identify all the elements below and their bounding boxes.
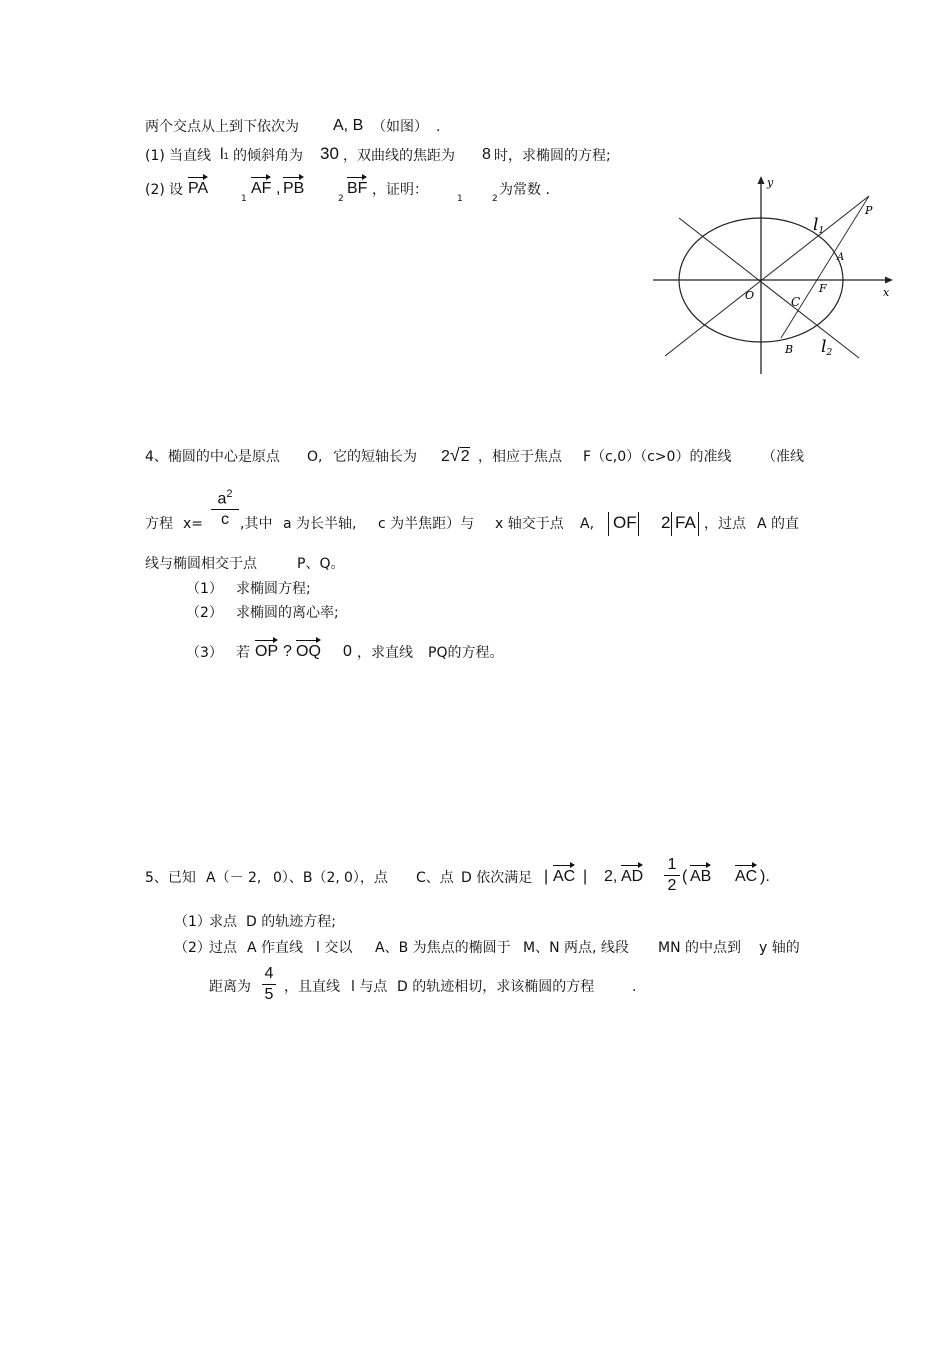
p3-q2-comma: , [276, 180, 281, 197]
vector-ac-2: AC [735, 868, 758, 885]
p5-q1-text-a: 求点 [209, 914, 237, 930]
p4-q3-text-c: PQ的方程。 [428, 645, 504, 661]
p4-line2-f: A, [580, 516, 595, 532]
p4-of: OF [613, 513, 637, 532]
label-o: O [745, 289, 755, 302]
vector-ab: AB [690, 868, 712, 885]
p3-q1-text-a: 当直线 [169, 148, 211, 164]
p4-q2-number: （2） [186, 605, 223, 621]
p4-fa: FA [675, 513, 696, 532]
abs-bar [608, 512, 609, 536]
p5-q1-number: （1） [174, 914, 211, 930]
p5-line1-e: C、点 [416, 870, 454, 886]
p4-line1-c: ，相应于焦点 [478, 449, 562, 465]
p4-q3-zero: 0 [343, 643, 352, 660]
label-p: P [865, 204, 873, 217]
p5-point-a: A（－ 2, [206, 870, 262, 886]
p4-line3-a: 线与椭圆相交于点 [145, 556, 257, 572]
x-axis-arrow [885, 277, 893, 284]
p3-q1-text-d: 时，求椭圆的方程; [494, 148, 611, 164]
p5-rparen: ). [760, 868, 770, 885]
p5-q2b-text-a: 距离为 [209, 979, 251, 995]
p3-q2-sub4: 2 [492, 194, 498, 204]
p5-q2b-text-b: ，且直线 [284, 979, 340, 995]
p4-line2-e: x 轴交于点 [495, 516, 564, 532]
line-l2 [679, 218, 859, 358]
p3-q1-text-b: 的倾斜角为 [233, 148, 303, 164]
abs-bar: | [583, 868, 588, 885]
vector-pb: PB [283, 180, 305, 197]
p4-line1-a: 4、椭圆的中心是原点 [145, 449, 280, 465]
p5-q2-text-a: 过点 [209, 940, 237, 956]
vector-ad: AD [621, 868, 644, 885]
p3-q1-angle: 30 [320, 144, 339, 163]
p5-q2b-text-c: l 与点 [351, 979, 388, 995]
p5-two: 2, [604, 868, 618, 885]
fraction-a2-over-c: $a^2$ c [211, 488, 239, 529]
p5-line1-f: D 依次满足 [461, 870, 533, 886]
vector-op: OP [255, 643, 279, 660]
p3-q2-sub2: 2 [338, 194, 344, 204]
vector-pa: PA [188, 180, 209, 197]
p3-q1-number: (1) [145, 148, 165, 164]
p4-line2-h: A 的直 [757, 516, 800, 532]
p4-line2-a: 方程 [145, 516, 173, 532]
p3-q2-text-a: 设 [169, 182, 183, 198]
p4-line3-b: P、Q。 [297, 556, 345, 572]
p4-x-equals: x= [183, 516, 204, 532]
p4-two: 2 [661, 513, 671, 532]
p5-q2-text-c: l 交以 [316, 940, 353, 956]
p3-q2-number: (2) [145, 182, 165, 198]
label-a: A [837, 252, 845, 263]
p3-line1-text: 两个交点从上到下依次为 [145, 119, 299, 135]
label-x: x [883, 286, 890, 299]
p4-two-root-two: 2√2 [441, 445, 470, 465]
p4-q3-number: （3） [186, 645, 223, 661]
p4-q3-dot: ? [283, 643, 292, 660]
p4-q2-text: 求椭圆的离心率; [236, 605, 339, 621]
p5-lparen: ( [682, 868, 688, 885]
abs-bar: | [544, 868, 549, 885]
p5-q2b-text-d: D 的轨迹相切，求该椭圆的方程 [397, 979, 595, 995]
y-axis-arrow [758, 176, 765, 184]
fraction-four-fifths: 4 5 [262, 965, 276, 1004]
p4-q1-number: （1） [186, 581, 223, 597]
p3-points-ab: A, B [333, 117, 364, 134]
p4-line2-d: c 为半焦距）与 [378, 516, 475, 532]
label-c: C [791, 295, 801, 309]
p5-line1-d: 0），点 [344, 870, 388, 886]
label-l1: l1 [813, 215, 825, 236]
p5-line1-a: 5、已知 [145, 870, 196, 886]
abs-bar [698, 512, 699, 536]
line-pb [781, 196, 869, 338]
p4-line1-d: （准线 [762, 449, 804, 465]
p4-focus-f: F（c,0）（c>0）的准线 [583, 449, 732, 465]
p5-q2b-text-e: . [632, 979, 637, 995]
vector-ac: AC [553, 868, 576, 885]
p4-line2-g: ，过点 [704, 516, 746, 532]
p4-line2-c: a 为长半轴, [283, 516, 357, 532]
p5-q1-text-b: D 的轨迹方程; [246, 914, 336, 930]
abs-bar [671, 512, 672, 536]
p5-q2-text-d: A、B 为焦点的椭圆于 [375, 940, 511, 956]
p5-q2-number: （2） [174, 940, 211, 956]
p3-as-figure: （如图） [372, 119, 428, 135]
p4-line2-b: ,其中 [240, 516, 273, 532]
p4-line1-b: 它的短轴长为 [333, 449, 417, 465]
p4-origin-o: O, [307, 449, 323, 465]
fraction-one-half: 1 2 [664, 856, 680, 895]
ellipse-figure [645, 168, 905, 380]
p3-q2-text-c: 为常数 . [499, 182, 550, 198]
p5-q2-text-e: M、N 两点, 线段 [523, 940, 629, 956]
label-y: y [767, 176, 774, 189]
p3-q1-text-c: ，双曲线的焦距为 [343, 148, 455, 164]
vector-af: AF [251, 180, 272, 197]
p3-q1-focal: 8 [482, 146, 491, 163]
p5-q2-text-f: MN 的中点到 [658, 940, 742, 956]
vector-bf: BF [347, 180, 368, 197]
p5-q2-text-b: A 作直线 [247, 940, 304, 956]
label-l2: l2 [821, 337, 833, 358]
line-l1 [665, 196, 869, 356]
p5-q2-text-g: y 轴的 [759, 940, 800, 956]
p4-q1-text: 求椭圆方程; [236, 581, 311, 597]
p5-point-b: 0）、B（2, [273, 870, 340, 886]
abs-bar [638, 512, 639, 536]
label-f: F [819, 282, 827, 295]
p3-q2-text-b: ，证明： [372, 182, 428, 198]
p4-q3-text-b: ，求直线 [357, 645, 413, 661]
p3-period: . [436, 119, 441, 135]
p3-q2-sub1: 1 [241, 194, 247, 204]
p3-q2-sub3: 1 [457, 194, 463, 204]
p4-q3-text-a: 若 [236, 645, 250, 661]
p3-q1-line-l: l1 [220, 146, 229, 163]
label-b: B [785, 343, 794, 356]
vector-oq: OQ [296, 643, 321, 660]
